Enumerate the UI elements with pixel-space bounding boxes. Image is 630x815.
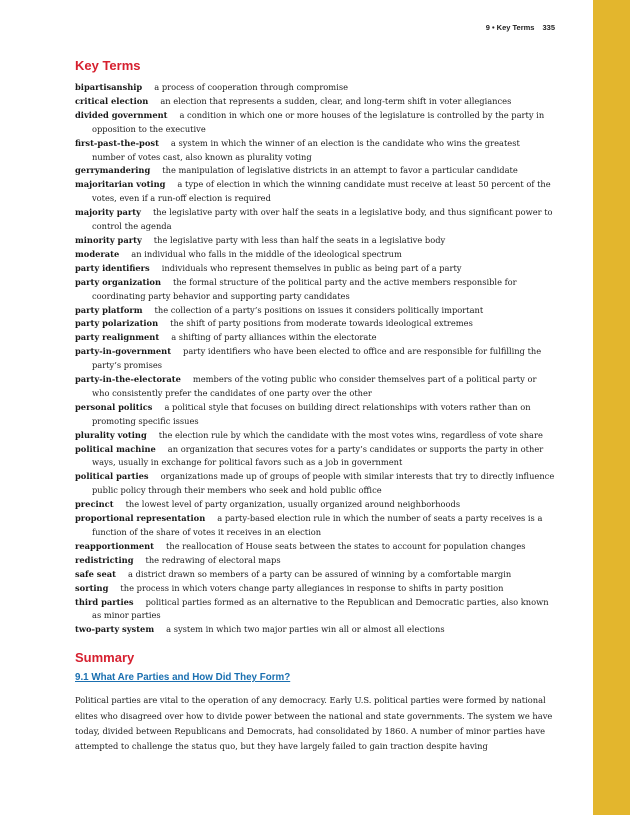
- term-definition: a system in which two major parties win all or almost all elections: [166, 624, 445, 635]
- term-definition: party identifiers who have been elected to office and are responsible for fulfilling the party’s promises: [92, 346, 542, 371]
- section-link[interactable]: 9.1 What Are Parties and How Did They Form?: [75, 672, 291, 684]
- key-term-entry: [75, 596, 555, 624]
- term-word: gerrymandering: [75, 165, 151, 176]
- key-term-entry: [75, 470, 555, 498]
- key-term-entry: [75, 262, 555, 276]
- term-definition: the lowest level of party organization, usually organized around neighborhoods: [125, 499, 461, 510]
- term-definition: organizations made up of groups of people with similar interests that try to directly influence public policy through their members who seek and hold public office: [92, 471, 555, 496]
- key-term-entry: [75, 554, 555, 568]
- term-word: party-in-the-electorate: [75, 374, 181, 385]
- term-definition: political parties formed as an alternative to the Republican and Democratic parties, also known as minor parties: [92, 596, 549, 621]
- term-word: critical election: [75, 95, 149, 106]
- key-term-entry: [75, 81, 555, 95]
- chapter-label: 9 • Key Terms: [485, 23, 535, 32]
- key-term-entry: [75, 623, 555, 637]
- term-word: party polarization: [75, 318, 159, 329]
- term-definition: an organization that secures votes for a party’s candidates or supports the party in other ways, usually in exchange for political favors such as a job in government: [92, 443, 544, 468]
- key-term-entry: [75, 109, 555, 137]
- term-word: party realignment: [75, 332, 160, 343]
- term-definition: individuals who represent themselves in public as being part of a party: [161, 262, 462, 273]
- term-word: party platform: [75, 304, 143, 315]
- term-definition: an individual who falls in the middle of the ideological spectrum: [131, 248, 402, 259]
- page-number: 335: [542, 23, 555, 32]
- term-definition: a process of cooperation through compromise: [154, 82, 348, 92]
- term-definition: a type of election in which the winning candidate must receive at least 50 percent of the votes, even if a run-off election is required: [92, 179, 551, 204]
- term-word: first-past-the-post: [75, 137, 159, 148]
- term-definition: the process in which voters change party allegiances in response to shifts in party position: [120, 582, 504, 593]
- term-definition: a district drawn so members of a party can be assured of winning by a comfortable margin: [127, 568, 512, 579]
- summary-heading: Summary: [75, 650, 135, 666]
- key-term-entry: [75, 317, 555, 331]
- term-definition: the election rule by which the candidate with the most votes wins, regardless of vote share: [158, 429, 543, 440]
- term-word: party-in-government: [75, 346, 172, 357]
- term-definition: the shift of party positions from moderate towards ideological extremes: [170, 318, 473, 329]
- key-term-entry: [75, 498, 555, 512]
- key-term-entry: [75, 582, 555, 596]
- term-word: redistricting: [75, 554, 134, 565]
- term-definition: a party-based election rule in which the number of seats a party receives is a function of the share of votes it receives in an election: [92, 513, 543, 537]
- term-word: bipartisanship: [75, 82, 143, 92]
- key-term-entry: [75, 304, 555, 318]
- key-terms-list: [75, 81, 555, 637]
- term-word: political parties: [75, 471, 149, 482]
- term-word: reapportionment: [75, 540, 155, 551]
- chapter-color-bar: [593, 0, 630, 815]
- page-content: [75, 57, 555, 755]
- term-word: party identifiers: [75, 262, 150, 273]
- term-definition: the legislative party with less than half the seats in a legislative body: [153, 234, 446, 245]
- term-word: minority party: [75, 234, 142, 245]
- term-word: political machine: [75, 443, 156, 454]
- key-term-entry: [75, 373, 555, 401]
- key-term-entry: [75, 248, 555, 262]
- term-definition: the reallocation of House seats between the states to account for population changes: [166, 540, 526, 551]
- term-word: precinct: [75, 499, 114, 510]
- term-definition: the collection of a party’s positions on issues it considers politically important: [154, 304, 484, 315]
- key-term-entry: [75, 137, 555, 165]
- key-term-entry: [75, 276, 555, 304]
- key-term-entry: [75, 234, 555, 248]
- term-definition: a shifting of party alliances within the electorate: [171, 332, 377, 343]
- key-term-entry: [75, 401, 555, 429]
- key-term-entry: [75, 540, 555, 554]
- key-term-entry: [75, 206, 555, 234]
- term-definition: the manipulation of legislative districts in an attempt to favor a particular candidate: [162, 165, 518, 176]
- key-term-entry: [75, 443, 555, 471]
- key-terms-heading: Key Terms: [75, 58, 141, 73]
- term-word: majority party: [75, 207, 141, 218]
- term-word: safe seat: [75, 568, 116, 579]
- key-term-entry: [75, 95, 555, 109]
- key-term-entry: [75, 331, 555, 345]
- term-word: third parties: [75, 596, 134, 607]
- term-definition: the formal structure of the political party and the active members responsible for coordinating party behavior and supporting party candidates: [92, 276, 517, 301]
- term-definition: an election that represents a sudden, clear, and long-term shift in voter allegiances: [160, 95, 512, 106]
- term-word: majoritarian voting: [75, 179, 166, 190]
- key-term-entry: [75, 164, 555, 178]
- term-word: proportional representation: [75, 513, 206, 524]
- term-definition: a condition in which one or more houses of the legislature is controlled by the party in opposition to the executive: [92, 109, 545, 134]
- term-definition: a political style that focuses on building direct relationships with voters rather than on promoting specific issues: [92, 401, 531, 426]
- term-definition: members of the voting public who consider themselves part of a political party or who consistently prefer the candidates of one party over the other: [92, 374, 537, 398]
- term-definition: the legislative party with over half the seats in a legislative body, and thus significant power to control the agenda: [92, 207, 553, 232]
- key-term-entry: [75, 345, 555, 373]
- term-word: personal politics: [75, 401, 153, 412]
- key-term-entry: [75, 568, 555, 582]
- term-word: divided government: [75, 109, 168, 120]
- term-definition: a system in which the winner of an election is the candidate who wins the greatest number of votes cast, also known as plurality voting: [92, 137, 520, 162]
- key-term-entry: [75, 512, 555, 540]
- key-term-entry: [75, 429, 555, 443]
- term-word: moderate: [75, 248, 120, 259]
- term-definition: the redrawing of electoral maps: [145, 554, 281, 565]
- summary-paragraph: Political parties are vital to the operation of any democracy. Early U.S. political parties were formed by national elites who disagreed over how to divide power between the national and state governments. The system we have today, divided between Republicans and Democrats, had consolidated by 1860. A number of minor parties have attempted to challenge the status quo, but they have largely failed to gain traction despite having: [75, 695, 553, 752]
- term-word: party organization: [75, 276, 161, 287]
- key-term-entry: [75, 178, 555, 206]
- running-head: [486, 23, 555, 32]
- term-word: two-party system: [75, 624, 155, 635]
- term-word: plurality voting: [75, 429, 147, 440]
- term-word: sorting: [75, 582, 109, 593]
